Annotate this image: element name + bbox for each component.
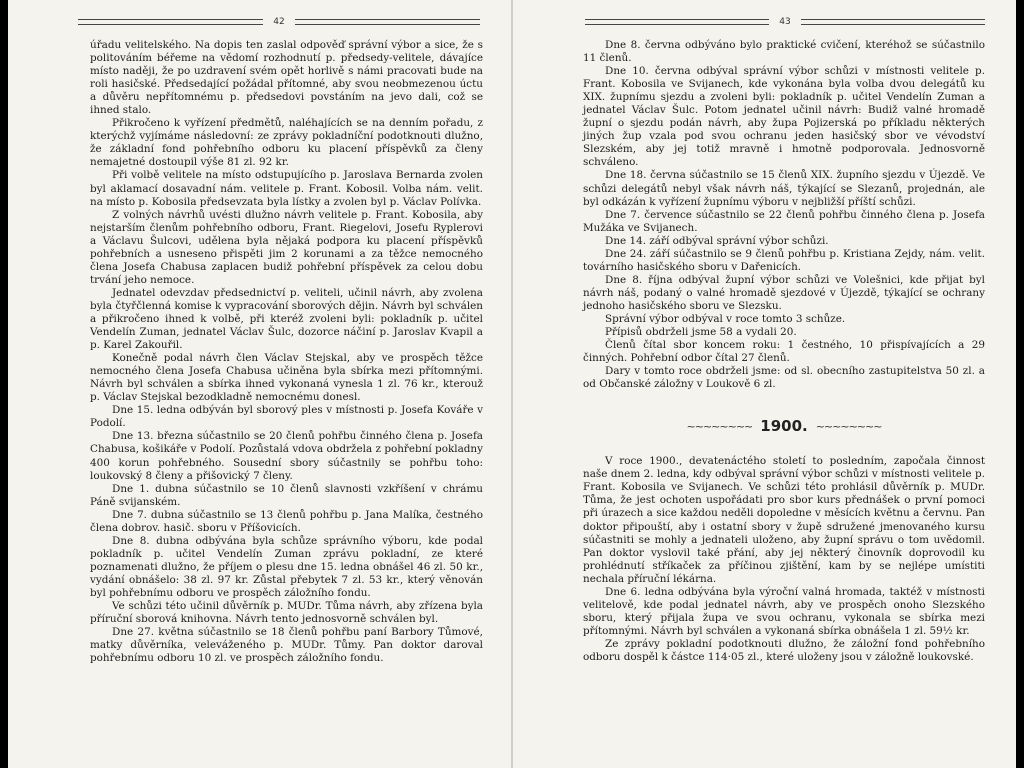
paragraph: Ve schůzi této učinil důvěrník p. MUDr. Tůma návrh, aby zřízena byla příruční sborová knihovna. Návrh tento jednosvorně schválen byl. — [90, 600, 483, 626]
flourish-ornament-left: ~~~~~~~~ — [686, 419, 753, 433]
left-page-header — [78, 15, 480, 29]
paragraph: Dne 6. ledna odbývána byla výroční valná hromada, taktéž v místnosti velitelově, kde podal jednatel návrh, aby ve prospěch onoho Slezského sboru, který přijala župa ve svou ochranu, vykonala se sbírka mezi přítomnými. Návrh byl schválen a vykonaná sbírka obnášela 1 zl. 59½ kr. — [583, 585, 985, 637]
left-page-number: 42 — [273, 17, 285, 27]
paragraph: V roce 1900., devatenáctého století to posledním, započala činnost naše dnem 2. ledna, kdy odbýval správní výbor schůzi v místnosti velitele p. Frant. Kobosila ve Svijanech. Ve schůzi této prohlásil důvěrník p. MUDr. Tůma, že jest ochoten uspořádati pro sbor kurs přednášek o první pomoci při úrazech a sice každou neděli dopoledne v měsících květnu a červnu. Pan doktor připouští, aby i ostatní sbory v župě sdružené jmenovaného kursu súčastniti se mohly a jednateli uloženo, aby župní správu o tom uvědomil. Pan doktor vyslovil také přání, aby jej některý činovník doprovodil ku prohlédnutí stříkaček za příčinou zjištění, kam by se nejlépe umístiti nechala příruční lékárna. — [583, 455, 985, 585]
paragraph: Dne 15. ledna odbýván byl sborový ples v místnosti p. Josefa Kováře v Podolí. — [90, 404, 483, 430]
book-spread — [8, 0, 1016, 768]
paragraph: Přípisů obdrželi jsme 58 a vydali 20. — [605, 326, 797, 339]
left-page-text — [90, 39, 483, 665]
year-section-heading — [583, 417, 985, 435]
paragraph: Dne 13. března súčastnilo se 20 členů pohřbu činného člena p. Josefa Chabusa, košikáře v Podolí. Pozůstalá vdova obdržela z pohřební pokladny 400 korun pohřebného. Sousední sbory súčastnily se pohřbu toho: loukovský 8 členy a přišovický 7 členy. — [90, 430, 483, 482]
header-rule-right — [801, 19, 985, 25]
paragraph: Dne 8. června odbýváno bylo praktické cvičení, kteréhož se súčastnilo 11 členů. — [583, 39, 985, 65]
paragraph: Dne 27. května súčastnilo se 18 členů pohřbu paní Barbory Tůmové, matky důvěrníka, veleváženého p. MUDr. Tůmy. Pan doktor daroval pohřebnímu odboru 10 zl. ve prospěch záložního fondu. — [90, 626, 483, 665]
paragraph: Dne 8. dubna odbývána byla schůze správního výboru, kde podal pokladník p. učitel Vendelín Zuman zprávu pokladní, ze které poznamenati dlužno, že příjem o plesu dne 15. ledna obnášel 46 zl. 50 kr., vydání obnášelo: 38 zl. 97 kr. Zůstal přebytek 7 zl. 53 kr., který věnován byl pohřebnímu odboru ve prospěch záložního fondu. — [90, 534, 483, 599]
flourish-ornament-right: ~~~~~~~~ — [815, 419, 882, 433]
paragraph: Dne 8. října odbýval župní výbor schůzi ve Volešnici, kde přijat byl návrh náš, podaný o valné hromadě sjezdové v Újezdě, týkající se ochrany jednoho hasičského sboru ve Slezsku. — [583, 273, 985, 312]
left-page — [8, 0, 511, 768]
paragraph: Ze zprávy pokladní podotknouti dlužno, že záložní fond pohřebního odboru dospěl k částce 114·05 zl., které uloženy jsou v záložně loukovské. — [583, 637, 985, 663]
header-rule-right — [295, 19, 480, 25]
paragraph: úřadu velitelského. Na dopis ten zaslal odpověď správní výbor a sice, že s politováním béřeme na vědomí rozhodnutí p. předsedy-velitele, dávajíce místo naději, že po uzdravení svém opět horlivě s námi pracovati bude na roli hasičské. Předsedající požádal přítomné, aby svou neobmezenou úctu a důvěru nepřítomnému p. předsedovi povstáním na jevo dali, což se ihned stalo. — [90, 39, 483, 117]
paragraph: Dne 1. dubna súčastnilo se 10 členů slavnosti vzkříšení v chrámu Páně svijanském. — [90, 482, 483, 508]
paragraph: Konečně podal návrh člen Václav Stejskal, aby ve prospěch těžce nemocného člena Josefa Chabusa učiněna byla sbírka mezi přítomnými. Návrh byl schválen a sbírka ihned vykonaná vynesla 1 zl. 76 kr., kterouž p. Václav Stejskal bezodkladně nemocnému donesl. — [90, 352, 483, 404]
paragraph: Dne 14. září odbýval správní výbor schůzi. — [605, 234, 829, 247]
paragraph: Dne 18. června súčastnilo se 15 členů XIX. župního sjezdu v Újezdě. Ve schůzi delegátů nebyl však návrh náš, týkající se Slezanů, projednán, ale byl odkázán k vyřízení župnímu výboru v nejbližší příští schůzi. — [583, 169, 985, 208]
paragraph: Dne 7. dubna súčastnilo se 13 členů pohřbu p. Jana Malíka, čestného člena dobrov. hasič. sboru v Příšovicích. — [90, 508, 483, 534]
header-rule-left — [78, 19, 263, 25]
right-page-header — [585, 15, 985, 29]
paragraph: Z volných návrhů uvésti dlužno návrh velitele p. Frant. Kobosila, aby nejstarším členům pohřebního odboru, Frant. Riegelovi, Josefu Ryplerovi a Václavu Šulcovi, udělena byla nějaká podpora ku placení příspěvků pohřebních a usneseno přispěti jim 2 korunami a za těžce nemocného člena Josefa Chabusa zaplacen budiž pohřební příspěvek za celou dobu trvání jeho nemoce. — [90, 208, 483, 286]
paragraph: Správní výbor odbýval v roce tomto 3 schůze. — [605, 312, 846, 325]
paragraph: Přikročeno k vyřízení předmětů, naléhajících se na denním pořadu, z kterýchž vyjímáme následovní: ze zprávy pokladníční podotknouti dlužno, že základní fond pohřebního odboru ku placení příspěvků za členy nemajetné dostoupil výše 81 zl. 92 kr. — [90, 117, 483, 169]
right-page — [513, 0, 1016, 768]
year-heading-text: 1900. — [760, 416, 808, 435]
right-page-number: 43 — [779, 17, 791, 27]
paragraph: Dne 24. září súčastnilo se 9 členů pohřbu p. Kristiana Zejdy, nám. velit. továrního hasičského sboru v Dařenicích. — [583, 247, 985, 273]
paragraph: Dary v tomto roce obdrželi jsme: od sl. obecního zastupitelstva 50 zl. a od Občanské záložny v Loukově 6 zl. — [583, 365, 985, 391]
paragraph: Při volbě velitele na místo odstupujícího p. Jaroslava Bernarda zvolen byl aklamací dosavadní nám. velitele p. Frant. Kobosil. Volba nám. velit. na místo p. Kobosila předsevzata byla lístky a zvolen byl p. Václav Polívka. — [90, 169, 483, 208]
paragraph: Dne 7. července súčastnilo se 22 členů pohřbu činného člena p. Josefa Mužáka ve Svijanech. — [583, 208, 985, 234]
header-rule-left — [585, 19, 769, 25]
paragraph: Jednatel odevzdav předsednictví p. veliteli, učinil návrh, aby zvolena byla čtyřčlenná komise k vypracování sborových dějin. Návrh byl schválen a přikročeno ihned k volbě, při kteréž zvoleni byli: pokladník p. učitel Vendelín Zuman, jednatel Václav Šulc, dozorce náčiní p. Jaroslav Kvapil a p. Karel Zakouřil. — [90, 286, 483, 352]
paragraph: Členů čítal sbor koncem roku: 1 čestného, 10 přispívajících a 29 činných. Pohřební odbor čítal 27 členů. — [583, 339, 985, 365]
right-page-text — [583, 39, 985, 664]
paragraph: Dne 10. června odbýval správní výbor schůzi v místnosti velitele p. Frant. Kobosila ve Svijanech, kde vykonána byla volba dvou delegátů ku XIX. župnímu sjezdu a zvoleni byli: pokladník p. učitel Vendelín Zuman a jednatel Václav Šulc. Potom jednatel učinil návrh: Budiž valné hromadě župní o sjezdu podán návrh, aby župa Pojizerská po příkladu některých jiných žup vzala pod svou ochranu jeden hasičský sbor ve vévodství Slezském, aby jej totiž mravně i hmotně podporovala. Jednosvorně schváleno. — [583, 65, 985, 169]
